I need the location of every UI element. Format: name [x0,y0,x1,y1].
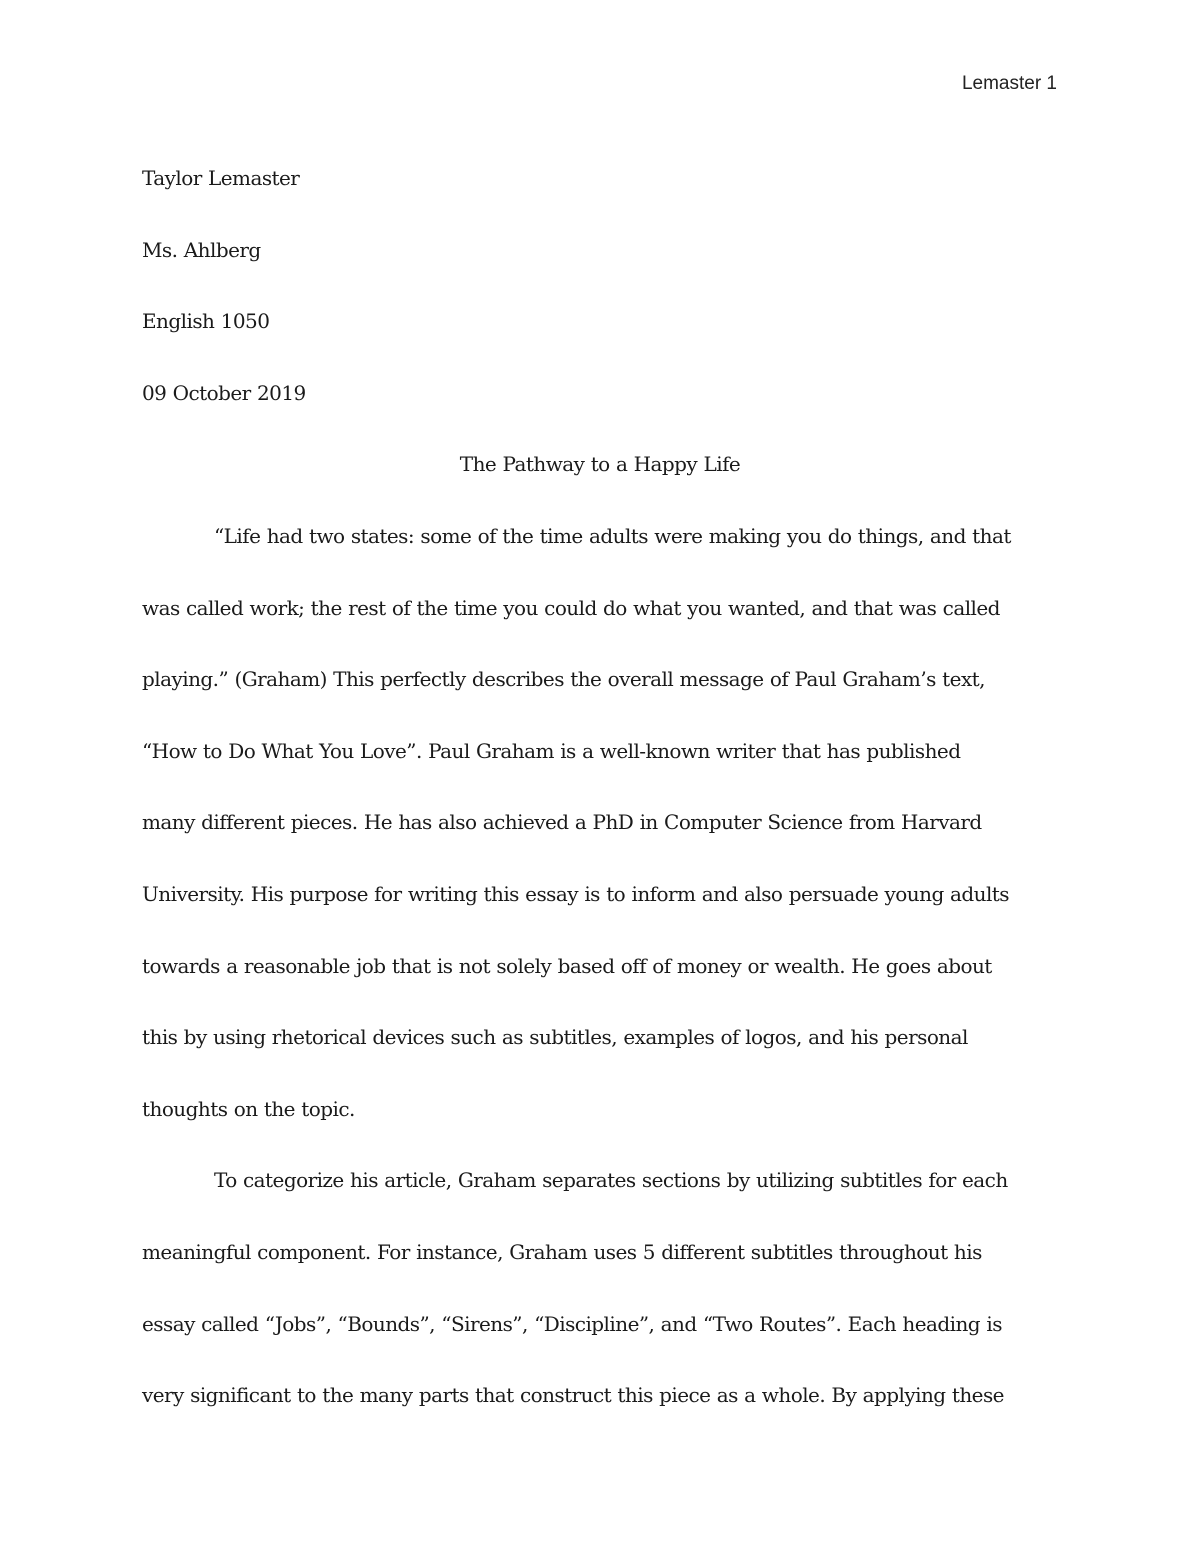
paragraph-line: thoughts on the topic. [142,1096,355,1121]
essay-date: 09 October 2019 [142,380,306,405]
paragraph-line: “Life had two states: some of the time adults were making you do things, and that [214,523,1011,548]
paragraph-line: was called work; the rest of the time you could do what you wanted, and that was called [142,595,1000,620]
paragraph-line: University. His purpose for writing this essay is to inform and also persuade young adults [142,881,1010,906]
course-name: English 1050 [142,309,270,334]
paragraph-line: essay called “Jobs”, “Bounds”, “Sirens”, “Discipline”, and “Two Routes”. Each heading is [142,1311,1002,1336]
instructor-name: Ms. Ahlberg [142,237,261,262]
paragraph-line: towards a reasonable job that is not solely based off of money or wealth. He goes about [142,953,992,978]
essay-title: The Pathway to a Happy Life [459,452,741,477]
paragraph-line: “How to Do What You Love”. Paul Graham is a well-known writer that has published [142,738,961,763]
running-head: Lemaster 1 [961,73,1057,94]
essay-body [142,143,1058,1432]
student-name: Taylor Lemaster [142,166,300,190]
paragraph-line: this by using rhetorical devices such as subtitles, examples of logos, and his personal [142,1025,968,1050]
paragraph-line: meaningful component. For instance, Graham uses 5 different subtitles throughout his [142,1239,982,1264]
paragraph-line: playing.” (Graham) This perfectly describes the overall message of Paul Graham’s text, [142,667,985,692]
paragraph-line: very significant to the many parts that construct this piece as a whole. By applying these [142,1383,1004,1408]
paragraph-line: many different pieces. He has also achieved a PhD in Computer Science from Harvard [142,810,982,835]
paragraph-line: To categorize his article, Graham separates sections by utilizing subtitles for each [214,1168,1008,1193]
